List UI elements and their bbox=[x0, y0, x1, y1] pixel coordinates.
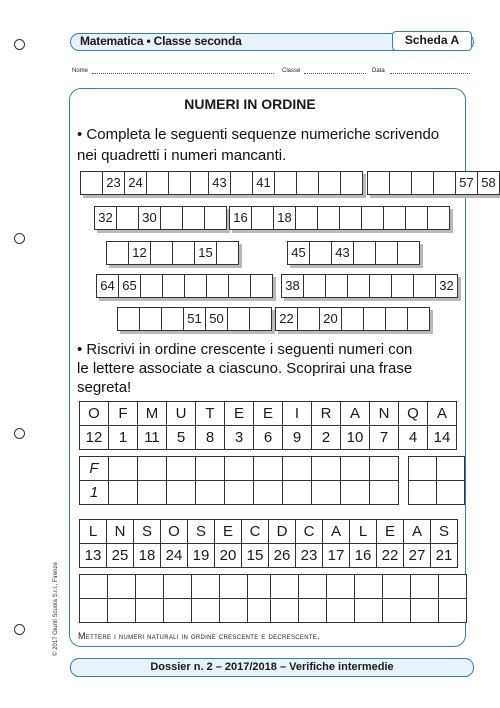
binder-hole bbox=[14, 624, 25, 635]
binder-hole bbox=[14, 233, 25, 244]
sequence-number: 57 bbox=[455, 171, 478, 195]
answer-blank-cell[interactable] bbox=[326, 574, 355, 599]
binder-hole bbox=[14, 428, 25, 439]
sequence-number: 32 bbox=[94, 206, 117, 230]
puzzle-number: 15 bbox=[241, 543, 269, 568]
answer-blank-cell[interactable] bbox=[219, 574, 248, 599]
sequence-number: 45 bbox=[287, 241, 310, 265]
sequence-blank-cell[interactable] bbox=[184, 274, 207, 298]
class-field[interactable] bbox=[304, 73, 366, 74]
sequence-blank-cell[interactable] bbox=[162, 274, 185, 298]
puzzle-number: 17 bbox=[322, 543, 350, 568]
puzzle-number: 7 bbox=[369, 425, 399, 450]
answer-blank-cell[interactable] bbox=[107, 598, 136, 623]
number-sequence bbox=[287, 241, 420, 265]
sequence-blank-cell[interactable] bbox=[341, 307, 364, 331]
sequence-blank-cell[interactable] bbox=[339, 206, 362, 230]
sequence-blank-cell[interactable] bbox=[296, 171, 319, 195]
answer-blank-cell[interactable] bbox=[163, 598, 192, 623]
sequence-blank-cell[interactable] bbox=[106, 241, 129, 265]
number-sequence bbox=[80, 171, 213, 195]
puzzle-letter: U bbox=[166, 401, 196, 426]
answer-blank-cell[interactable] bbox=[108, 456, 138, 481]
puzzle-number: 6 bbox=[253, 425, 283, 450]
puzzle-letter: C bbox=[241, 519, 269, 544]
puzzle-letter: E bbox=[214, 519, 242, 544]
answer-blank-cell[interactable] bbox=[438, 574, 467, 599]
sequence-number: 50 bbox=[205, 307, 228, 331]
answer-blank-cell[interactable] bbox=[137, 480, 167, 505]
puzzle-number: 19 bbox=[187, 543, 215, 568]
binder-hole bbox=[14, 39, 25, 50]
sequence-blank-cell[interactable] bbox=[361, 206, 384, 230]
answer-blank-cell[interactable] bbox=[79, 598, 108, 623]
sequence-blank-cell[interactable] bbox=[227, 307, 250, 331]
answer-blank-cell[interactable] bbox=[282, 456, 312, 481]
puzzle-letter: L bbox=[349, 519, 377, 544]
sequence-blank-cell[interactable] bbox=[391, 274, 414, 298]
answer-blank-cell[interactable] bbox=[298, 574, 327, 599]
answer-blank-cell[interactable] bbox=[253, 456, 283, 481]
puzzle-number: 12 bbox=[79, 425, 109, 450]
sequence-blank-cell[interactable] bbox=[303, 274, 326, 298]
sequence-blank-cell[interactable] bbox=[413, 274, 436, 298]
puzzle-number: 5 bbox=[166, 425, 196, 450]
page-title: NUMERI IN ORDINE bbox=[184, 96, 316, 112]
puzzle-letter: O bbox=[160, 519, 188, 544]
sequence-blank-cell[interactable] bbox=[139, 307, 162, 331]
sequence-blank-cell[interactable] bbox=[146, 171, 169, 195]
number-sequence bbox=[281, 274, 458, 298]
answer-blank-cell[interactable] bbox=[135, 598, 164, 623]
puzzle-letter: D bbox=[268, 519, 296, 544]
sequence-blank-cell[interactable] bbox=[317, 206, 340, 230]
answer-2-grid-end bbox=[270, 574, 466, 622]
sequence-number: 23 bbox=[102, 171, 125, 195]
sequence-number: 58 bbox=[477, 171, 500, 195]
sequence-number: 22 bbox=[275, 307, 298, 331]
puzzle-letter: C bbox=[295, 519, 323, 544]
instruction-2-line-2: le lettere associate a ciascuno. Scoprirai una frase bbox=[77, 360, 413, 377]
sequence-blank-cell[interactable] bbox=[369, 274, 392, 298]
answer-blank-cell[interactable] bbox=[219, 598, 248, 623]
answer-blank-cell[interactable] bbox=[195, 480, 225, 505]
sequence-blank-cell[interactable] bbox=[411, 171, 434, 195]
footer-note: Mettere i numeri naturali in ordine crescente e decrescente. bbox=[78, 631, 320, 641]
answer-blank-cell[interactable] bbox=[253, 480, 283, 505]
sequence-blank-cell[interactable] bbox=[150, 241, 173, 265]
sequence-blank-cell[interactable] bbox=[367, 171, 390, 195]
date-field[interactable] bbox=[390, 73, 470, 74]
puzzle-number: 14 bbox=[427, 425, 457, 450]
puzzle-number: 20 bbox=[214, 543, 242, 568]
puzzle-letter: M bbox=[137, 401, 167, 426]
answer-blank-cell[interactable] bbox=[195, 456, 225, 481]
class-label: Classe bbox=[282, 68, 301, 74]
answer-blank-cell[interactable] bbox=[108, 480, 138, 505]
puzzle-letter: E bbox=[376, 519, 404, 544]
puzzle-number: 10 bbox=[340, 425, 370, 450]
answer-blank-cell[interactable] bbox=[311, 480, 341, 505]
sequence-blank-cell[interactable] bbox=[204, 206, 227, 230]
answer-blank-cell[interactable] bbox=[137, 456, 167, 481]
sequence-blank-cell[interactable] bbox=[340, 171, 363, 195]
instruction-1-line-1: • Completa le seguenti sequenze numeriche scrivendo bbox=[77, 126, 440, 143]
puzzle-letter: S bbox=[430, 519, 458, 544]
sequence-blank-cell[interactable] bbox=[216, 241, 239, 265]
sequence-number: 43 bbox=[331, 241, 354, 265]
instruction-1-line-2: nei quadretti i numeri mancanti. bbox=[77, 147, 287, 164]
puzzle-number: 13 bbox=[79, 543, 107, 568]
answer-blank-cell[interactable] bbox=[224, 456, 254, 481]
sequence-number: 12 bbox=[128, 241, 151, 265]
sequence-number: 41 bbox=[252, 171, 275, 195]
puzzle-number: 11 bbox=[137, 425, 167, 450]
sequence-number: 38 bbox=[281, 274, 304, 298]
sequence-number: 51 bbox=[183, 307, 206, 331]
number-sequence bbox=[229, 206, 450, 230]
puzzle-letter: A bbox=[403, 519, 431, 544]
sequence-number: 15 bbox=[194, 241, 217, 265]
answer-2-grid-start bbox=[79, 574, 275, 622]
puzzle-number: 4 bbox=[398, 425, 428, 450]
sequence-blank-cell[interactable] bbox=[249, 307, 272, 331]
sequence-blank-cell[interactable] bbox=[407, 307, 430, 331]
answer-example-letter: F bbox=[79, 456, 109, 481]
puzzle-letter: I bbox=[282, 401, 312, 426]
answer-blank-cell[interactable] bbox=[326, 598, 355, 623]
sequence-blank-cell[interactable] bbox=[251, 206, 274, 230]
answer-blank-cell[interactable] bbox=[282, 480, 312, 505]
sequence-blank-cell[interactable] bbox=[297, 307, 320, 331]
puzzle-number: 18 bbox=[133, 543, 161, 568]
answer-blank-cell[interactable] bbox=[438, 598, 467, 623]
puzzle-1-table bbox=[79, 401, 456, 449]
answer-blank-cell[interactable] bbox=[408, 480, 437, 505]
puzzle-letter: E bbox=[224, 401, 254, 426]
sheet-label: Scheda A bbox=[392, 31, 472, 51]
puzzle-letter: L bbox=[79, 519, 107, 544]
number-sequence bbox=[208, 171, 363, 195]
puzzle-letter: F bbox=[108, 401, 138, 426]
sequence-blank-cell[interactable] bbox=[206, 274, 229, 298]
answer-blank-cell[interactable] bbox=[408, 456, 437, 481]
sequence-blank-cell[interactable] bbox=[230, 171, 253, 195]
sequence-blank-cell[interactable] bbox=[274, 171, 297, 195]
puzzle-number: 25 bbox=[106, 543, 134, 568]
puzzle-number: 27 bbox=[403, 543, 431, 568]
sequence-number: 20 bbox=[319, 307, 342, 331]
sequence-blank-cell[interactable] bbox=[182, 206, 205, 230]
puzzle-letter: A bbox=[322, 519, 350, 544]
sequence-blank-cell[interactable] bbox=[405, 206, 428, 230]
sequence-blank-cell[interactable] bbox=[168, 171, 191, 195]
copyright-credit: © 2017 Giunti Scuola S.r.l., Firenze bbox=[53, 562, 59, 656]
number-sequence bbox=[275, 307, 430, 331]
answer-blank-cell[interactable] bbox=[410, 574, 439, 599]
answer-1-grid bbox=[79, 456, 398, 504]
sequence-blank-cell[interactable] bbox=[375, 241, 398, 265]
sequence-blank-cell[interactable] bbox=[80, 171, 103, 195]
puzzle-number: 23 bbox=[295, 543, 323, 568]
footer-bar: Dossier n. 2 – 2017/2018 – Verifiche intermedie bbox=[70, 658, 474, 677]
sequence-number: 64 bbox=[96, 274, 119, 298]
answer-blank-cell[interactable] bbox=[369, 480, 399, 505]
answer-blank-cell[interactable] bbox=[107, 574, 136, 599]
sequence-blank-cell[interactable] bbox=[228, 274, 251, 298]
puzzle-letter: S bbox=[133, 519, 161, 544]
answer-blank-cell[interactable] bbox=[298, 598, 327, 623]
puzzle-letter: E bbox=[253, 401, 283, 426]
subject-title: Matematica • Classe seconda bbox=[80, 34, 242, 48]
sequence-number: 18 bbox=[273, 206, 296, 230]
answer-blank-cell[interactable] bbox=[436, 456, 465, 481]
sequence-blank-cell[interactable] bbox=[353, 241, 376, 265]
answer-blank-cell[interactable] bbox=[311, 456, 341, 481]
answer-blank-cell[interactable] bbox=[163, 574, 192, 599]
answer-blank-cell[interactable] bbox=[135, 574, 164, 599]
answer-blank-cell[interactable] bbox=[270, 574, 299, 599]
sequence-blank-cell[interactable] bbox=[140, 274, 163, 298]
number-sequence bbox=[367, 171, 500, 195]
sequence-blank-cell[interactable] bbox=[433, 171, 456, 195]
number-sequence bbox=[96, 274, 273, 298]
sequence-blank-cell[interactable] bbox=[160, 206, 183, 230]
sequence-number: 30 bbox=[138, 206, 161, 230]
sequence-blank-cell[interactable] bbox=[427, 206, 450, 230]
puzzle-number: 1 bbox=[108, 425, 138, 450]
puzzle-number: 24 bbox=[160, 543, 188, 568]
puzzle-number: 2 bbox=[311, 425, 341, 450]
puzzle-letter: Q bbox=[398, 401, 428, 426]
answer-blank-cell[interactable] bbox=[354, 598, 383, 623]
sequence-blank-cell[interactable] bbox=[116, 206, 139, 230]
answer-blank-cell[interactable] bbox=[369, 456, 399, 481]
answer-blank-cell[interactable] bbox=[270, 598, 299, 623]
answer-blank-cell[interactable] bbox=[436, 480, 465, 505]
puzzle-number: 22 bbox=[376, 543, 404, 568]
answer-example-number: 1 bbox=[79, 480, 109, 505]
answer-blank-cell[interactable] bbox=[166, 456, 196, 481]
puzzle-number: 21 bbox=[430, 543, 458, 568]
answer-blank-cell[interactable] bbox=[191, 574, 220, 599]
number-sequence bbox=[94, 206, 227, 230]
answer-blank-cell[interactable] bbox=[191, 598, 220, 623]
sequence-number: 65 bbox=[118, 274, 141, 298]
sequence-blank-cell[interactable] bbox=[325, 274, 348, 298]
sequence-blank-cell[interactable] bbox=[117, 307, 140, 331]
answer-blank-cell[interactable] bbox=[382, 598, 411, 623]
puzzle-letter: O bbox=[79, 401, 109, 426]
answer-blank-cell[interactable] bbox=[410, 598, 439, 623]
date-label: Data bbox=[372, 68, 385, 74]
puzzle-letter: A bbox=[427, 401, 457, 426]
sequence-number: 16 bbox=[229, 206, 252, 230]
puzzle-number: 16 bbox=[349, 543, 377, 568]
puzzle-number: 3 bbox=[224, 425, 254, 450]
sequence-blank-cell[interactable] bbox=[383, 206, 406, 230]
sequence-blank-cell[interactable] bbox=[389, 171, 412, 195]
sequence-blank-cell[interactable] bbox=[295, 206, 318, 230]
answer-blank-cell[interactable] bbox=[354, 574, 383, 599]
number-sequence bbox=[117, 307, 272, 331]
instruction-2-line-3: segreta! bbox=[77, 379, 132, 396]
answer-blank-cell[interactable] bbox=[166, 480, 196, 505]
puzzle-number: 8 bbox=[195, 425, 225, 450]
name-label: Nome bbox=[72, 68, 89, 74]
puzzle-letter: T bbox=[195, 401, 225, 426]
puzzle-2-table bbox=[79, 519, 457, 567]
sequence-blank-cell[interactable] bbox=[318, 171, 341, 195]
answer-blank-cell[interactable] bbox=[340, 480, 370, 505]
puzzle-letter: N bbox=[106, 519, 134, 544]
sequence-number: 32 bbox=[435, 274, 458, 298]
puzzle-number: 9 bbox=[282, 425, 312, 450]
puzzle-letter: N bbox=[369, 401, 399, 426]
sequence-blank-cell[interactable] bbox=[397, 241, 420, 265]
sequence-blank-cell[interactable] bbox=[172, 241, 195, 265]
answer-1-grid-end bbox=[408, 456, 464, 504]
name-field[interactable] bbox=[92, 73, 274, 74]
sequence-blank-cell[interactable] bbox=[309, 241, 332, 265]
sequence-number: 43 bbox=[208, 171, 231, 195]
answer-blank-cell[interactable] bbox=[224, 480, 254, 505]
sequence-blank-cell[interactable] bbox=[250, 274, 273, 298]
number-sequence bbox=[106, 241, 239, 265]
puzzle-letter: A bbox=[340, 401, 370, 426]
sequence-blank-cell[interactable] bbox=[161, 307, 184, 331]
puzzle-letter: S bbox=[187, 519, 215, 544]
answer-blank-cell[interactable] bbox=[79, 574, 108, 599]
sequence-number: 24 bbox=[124, 171, 147, 195]
sequence-blank-cell[interactable] bbox=[385, 307, 408, 331]
sequence-blank-cell[interactable] bbox=[347, 274, 370, 298]
instruction-2-line-1: • Riscrivi in ordine crescente i seguenti numeri con bbox=[77, 341, 413, 358]
puzzle-number: 26 bbox=[268, 543, 296, 568]
puzzle-letter: R bbox=[311, 401, 341, 426]
answer-blank-cell[interactable] bbox=[340, 456, 370, 481]
sequence-blank-cell[interactable] bbox=[363, 307, 386, 331]
answer-blank-cell[interactable] bbox=[382, 574, 411, 599]
